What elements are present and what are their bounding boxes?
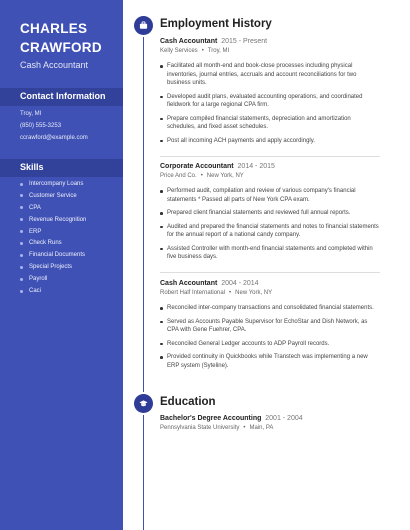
job-bullet: Prepare compiled financial statements, depreciation and amortization schedules, and fixed asset schedules. bbox=[160, 115, 380, 132]
contact-email[interactable]: ccrawford@example.com bbox=[20, 135, 88, 141]
job-position: Cash Accountant bbox=[160, 38, 218, 45]
skills-heading: Skills bbox=[20, 162, 44, 172]
skill-item: Caci bbox=[20, 287, 86, 299]
job-bullet: Reconciled inter-company transactions and consolidated financial statements. bbox=[160, 304, 380, 313]
job-company: Kelly Services bbox=[160, 48, 198, 54]
skill-item: Financial Documents bbox=[20, 251, 86, 263]
job-bullet: Audited and prepared the financial statements and notes to financial statements for the annual report of a national candy company. bbox=[160, 223, 380, 240]
employment-heading: Employment History bbox=[160, 18, 272, 30]
job-bullet: Post all incoming ACH payments and apply accordingly. bbox=[160, 137, 380, 146]
job-bullet: Prepared client financial statements and reviewed full annual reports. bbox=[160, 209, 380, 218]
section-divider bbox=[160, 272, 380, 273]
job-location: Troy, MI bbox=[207, 48, 230, 54]
timeline-line bbox=[143, 22, 145, 530]
job-bullets bbox=[160, 304, 380, 370]
job-bullet: Performed audit, compilation and review of various company's financial statements * Passed all parts of New York CPA exam. bbox=[160, 187, 380, 204]
education-heading: Education bbox=[160, 396, 216, 408]
skill-item: CPA bbox=[20, 204, 86, 216]
last-name: CRAWFORD bbox=[20, 40, 102, 55]
job-dates: 2014 - 2015 bbox=[237, 163, 275, 170]
job-bullet: Facilitated all month-end and book-close processes including physical inventories, journal entries, accruals and account reconciliations for two business units. bbox=[160, 62, 380, 88]
job-location: New York, NY bbox=[206, 173, 244, 179]
job-position: Corporate Accountant bbox=[160, 163, 234, 170]
job-entry-1: Cash Accountant 2015 - Present Kelly Services • Troy, MI Facilitated all month-end and book-close processes including physical inventories, journal entries, accruals and account reconciliations for two business units. Developed audit plans, evaluated accounting operations, and coordinated fieldwork for a large regional CPA firm. Prepare compiled financial statements, depreciation and amortization schedules, and fixed asset schedules. Post all incoming ACH payments and apply accordingly. bbox=[160, 37, 380, 150]
education-entry: Bachelor's Degree Accounting 2001 - 2004 Pennsylvania State University • Main, PA bbox=[160, 415, 303, 431]
skill-item: Revenue Recognition bbox=[20, 216, 86, 228]
job-bullet: Reconciled General Ledger accounts to ADP Payroll records. bbox=[160, 340, 380, 349]
job-position: Cash Accountant bbox=[160, 280, 218, 287]
job-company: Price And Co. bbox=[160, 173, 197, 179]
contact-location: Troy, MI bbox=[20, 111, 42, 117]
first-name: CHARLES bbox=[20, 21, 88, 36]
candidate-name bbox=[20, 19, 102, 57]
skills-heading-band bbox=[0, 159, 123, 177]
job-bullets bbox=[160, 187, 380, 262]
job-entry-3: Cash Accountant 2004 - 2014 Robert Half International • New York, NY Reconciled inter-company transactions and consolidated financial statements. Served as Accounts Payable Supervisor for EchoStar and Dish Network, as CPA with Gene Fuehrer, CPA. Reconciled General Ledger accounts to ADP Payroll records. Provided continuity in Quickbooks while Transtech was implementing a new ERP system (Syteline). bbox=[160, 279, 380, 375]
job-bullet: Provided continuity in Quickbooks while Transtech was implementing a new ERP system (Syteline). bbox=[160, 353, 380, 370]
graduation-cap-icon bbox=[134, 394, 153, 413]
skill-item: ERP bbox=[20, 228, 86, 240]
briefcase-icon bbox=[134, 16, 153, 35]
degree: Bachelor's Degree Accounting bbox=[160, 415, 262, 422]
contact-heading-band bbox=[0, 88, 123, 106]
job-dates: 2004 - 2014 bbox=[221, 280, 259, 287]
skill-item: Special Projects bbox=[20, 263, 86, 275]
job-bullet: Assisted Controller with month-end financial statements and completed within five business days. bbox=[160, 245, 380, 262]
job-dates: 2015 - Present bbox=[221, 38, 268, 45]
skills-list bbox=[20, 180, 86, 299]
contact-heading: Contact Information bbox=[20, 91, 106, 101]
job-entry-2: Corporate Accountant 2014 - 2015 Price And Co. • New York, NY Performed audit, compilation and review of various company's financial statements * Passed all parts of New York CPA exam. Prepared client financial statements and reviewed full annual reports. Audited and prepared the financial statements and notes to financial statements for the annual report of a national candy company. Assisted Controller with month-end financial statements and completed within five business days. bbox=[160, 163, 379, 260]
section-divider bbox=[160, 156, 380, 157]
school-name: Pennsylvania State University bbox=[160, 425, 240, 431]
job-bullet: Developed audit plans, evaluated accounting operations, and coordinated fieldwork for a large regional CPA firm. bbox=[160, 93, 380, 110]
school-location: Main, PA bbox=[249, 425, 274, 431]
skill-item: Check Runs bbox=[20, 239, 86, 251]
contact-phone[interactable]: (850) 555-3253 bbox=[20, 123, 62, 129]
skill-item: Payroll bbox=[20, 275, 86, 287]
sidebar bbox=[0, 0, 123, 530]
education-dates: 2001 - 2004 bbox=[265, 415, 303, 422]
job-bullets bbox=[160, 62, 380, 145]
job-bullet: Served as Accounts Payable Supervisor for EchoStar and Dish Network, as CPA with Gene Fuehrer, CPA. bbox=[160, 318, 380, 335]
skill-item: Customer Service bbox=[20, 192, 86, 204]
job-company: Robert Half International bbox=[160, 290, 226, 296]
skill-item: Intercompany Loans bbox=[20, 180, 86, 192]
job-title: Cash Accountant bbox=[20, 60, 89, 70]
job-location: New York, NY bbox=[235, 290, 273, 296]
